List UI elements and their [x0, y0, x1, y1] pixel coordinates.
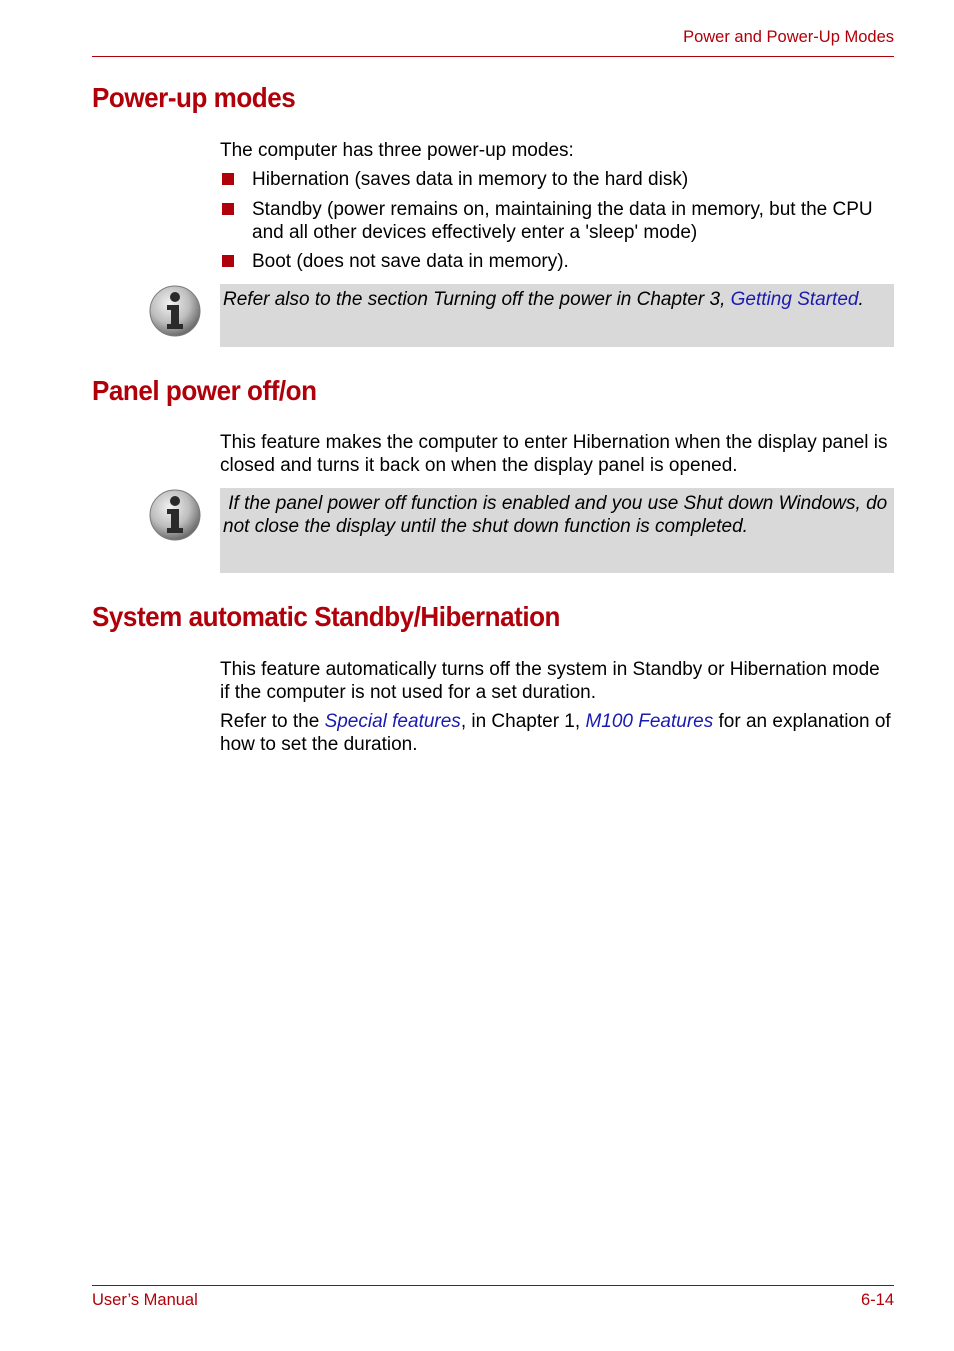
note-text: If the panel power off function is enabled and you use Shut down Windows, do not close the display until the shut down function is completed.	[223, 493, 893, 537]
note-box	[220, 488, 894, 573]
note-text: Refer also to the section Turning off the power in Chapter 3, Getting Started.	[223, 289, 864, 310]
info-icon	[148, 284, 202, 338]
bullet-square-icon	[222, 255, 234, 267]
bullet-square-icon	[222, 173, 234, 185]
m100-features-link[interactable]: M100 Features	[585, 711, 714, 732]
special-features-link[interactable]: Special features	[324, 711, 461, 732]
auto-standby-refer: Refer to the Special features, in Chapter 1, M100 Features for an explanation of how to set the duration.	[220, 711, 891, 755]
getting-started-link[interactable]: Getting Started	[730, 289, 859, 310]
heading-power-up-modes: Power-up modes	[92, 82, 296, 113]
list-item: Hibernation (saves data in memory to the hard disk)	[220, 168, 894, 191]
heading-auto-standby: System automatic Standby/Hibernation	[92, 601, 560, 632]
footer-rule	[92, 1285, 894, 1286]
page-number: 6-14	[860, 1291, 894, 1309]
panel-power-body: This feature makes the computer to enter Hibernation when the display panel is closed and turns it back on when the display panel is opened.	[220, 432, 888, 476]
footer-manual-title: User’s Manual	[92, 1291, 198, 1309]
header-rule	[92, 56, 894, 57]
note-box	[220, 284, 894, 347]
running-header: Power and Power-Up Modes	[683, 28, 894, 46]
bullet-square-icon	[222, 203, 234, 215]
power-up-intro: The computer has three power-up modes:	[220, 140, 574, 161]
auto-standby-body: This feature automatically turns off the system in Standby or Hibernation mode if the computer is not used for a set duration.	[220, 659, 880, 703]
heading-panel-power: Panel power off/on	[92, 375, 317, 406]
list-item: Standby (power remains on, maintaining the data in memory, but the CPU and all other devices effectively enter a 'sleep' mode)	[220, 198, 894, 244]
list-item: Boot (does not save data in memory).	[220, 250, 894, 273]
info-icon	[148, 488, 202, 542]
